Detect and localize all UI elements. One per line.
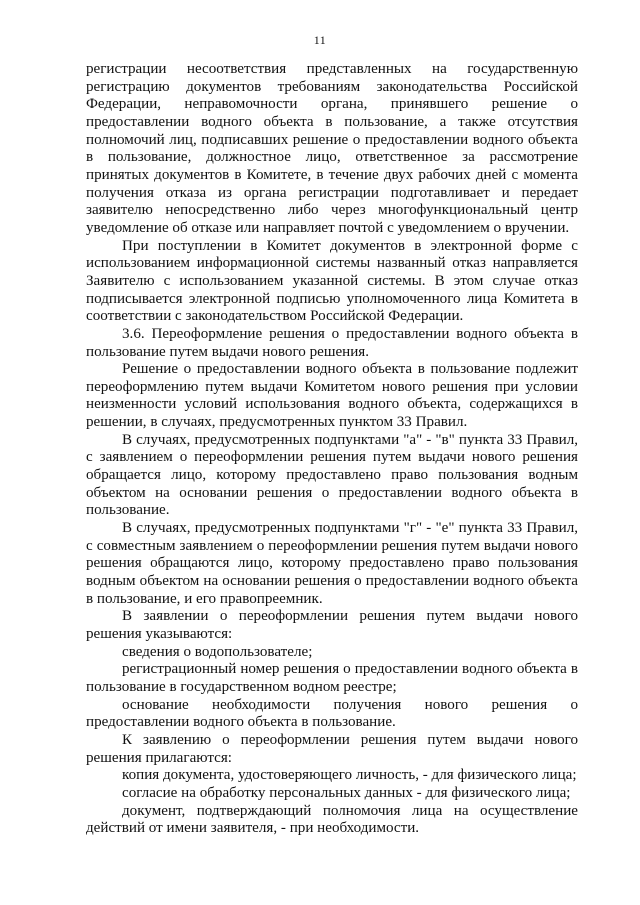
paragraph-attachments: К заявлению о переоформлении решения путем выдачи нового решения прилагаются: [86, 731, 578, 766]
list-item-water-user-info: сведения о водопользователе; [122, 643, 313, 660]
list-item-identity-copy: копия документа, удостоверяющего личность, - для физического лица; [122, 767, 577, 784]
section-heading-3-6: 3.6. Переоформление решения о предоставлении водного объекта в пользование путем выдачи нового решения. [86, 325, 578, 360]
paragraph-application-contents: В заявлении о переоформлении решения путем выдачи нового решения указываются: [86, 608, 578, 642]
list-item-registration-number: регистрационный номер решения о предоставлении водного объекта в пользование в государственном водном реестре; [86, 661, 578, 695]
page-number: 11 [313, 33, 327, 47]
list-item-reissue-grounds: основание необходимости получения нового решения о предоставлении водного объекта в пользование. [86, 696, 578, 731]
list-item-personal-data-consent: согласие на обработку персональных данных - для физического лица; [122, 784, 571, 801]
paragraph-reissue-conditions: Решение о предоставлении водного объекта в пользование подлежит переоформлению путем выдачи Комитетом нового решения при условии неизменности условий использования водного объекта, содержащихся в решении, в случаях, предусмотренных пунктом 33 Правил. [86, 361, 578, 431]
paragraph-registration-refusal: регистрации несоответствия представленных на государственную регистрацию документов требованиям законодательства Российской Федерации, неправомочности органа, принявшего решение о предоставлении водного объекта в пользование, а также отсутствия полномочий лиц, подписавших решение о предоставлении водного объекта в пользование, должностное лицо, ответственное за рассмотрение принятых документов в Комитете, в течение двух рабочих дней с момента получения отказа из органа регистрации подготавливает и передает заявителю непосредственно либо через многофункциональный центр уведомление об отказе или направляет почтой с уведомлением о вручении. [86, 61, 578, 236]
list-item-authority-document: документ, подтверждающий полномочия лица на осуществление действий от имени заявителя, - при необходимости. [86, 802, 578, 837]
document-body [86, 61, 578, 838]
paragraph-electronic-refusal: При поступлении в Комитет документов в электронной форме с использованием информационной системы названный отказ направляется Заявителю с использованием указанной системы. В этом случае отказ подписывается электронной подписью уполномоченного лица Комитета в соответствии с законодательством Российской Федерации. [86, 237, 578, 325]
paragraph-cases-a-v: В случаях, предусмотренных подпунктами "а" - "в" пункта 33 Правил, с заявлением о переоформлении решения путем выдачи нового решения обращается лицо, которому предоставлено право пользования водным объектом на основании решения о предоставлении водного объекта в пользование. [86, 431, 578, 519]
paragraph-cases-g-e: В случаях, предусмотренных подпунктами "г" - "е" пункта 33 Правил, с совместным заявлением о переоформлении решения путем выдачи нового решения обращаются лицо, которому предоставлено право пользования водным объектом на основании решения о предоставлении водного объекта в пользование, и его правопреемник. [86, 520, 578, 607]
